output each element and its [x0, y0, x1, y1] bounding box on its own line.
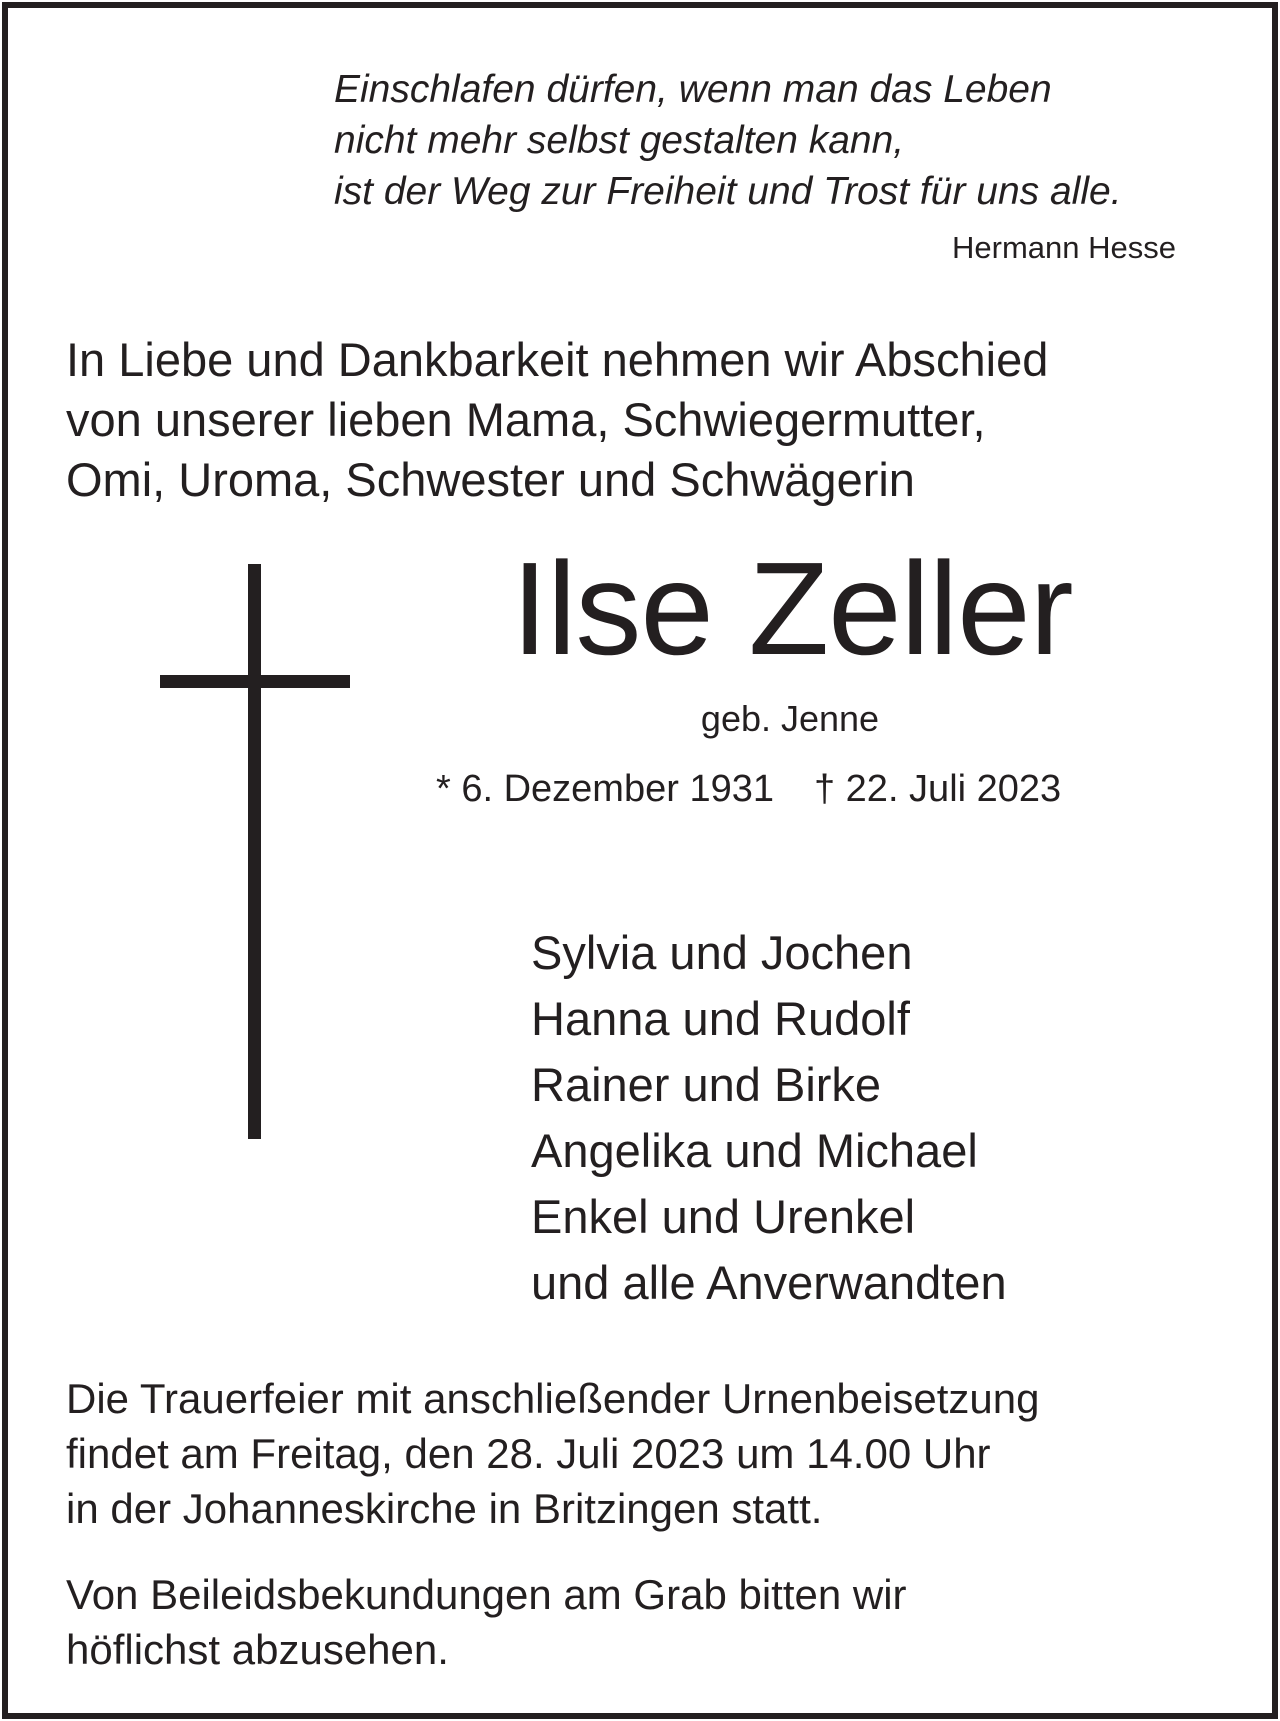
funeral-service-info — [66, 1371, 1040, 1536]
quote-author: Hermann Hesse — [952, 230, 1176, 265]
hesse-quote — [334, 64, 1122, 217]
quote-line: ist der Weg zur Freiheit und Trost für uns alle. — [334, 170, 1122, 213]
quote-line: nicht mehr selbst gestalten kann, — [334, 119, 905, 162]
birth-date: * 6. Dezember 1931 — [436, 768, 774, 810]
quote-line: Einschlafen dürfen, wenn man das Leben — [334, 68, 1052, 111]
mourner-line: und alle Anverwandten — [531, 1256, 1007, 1309]
intro-line: Omi, Uroma, Schwester und Schwägerin — [66, 453, 915, 506]
mourners-list — [531, 920, 1007, 1316]
service-line: in der Johanneskirche in Britzingen statt. — [66, 1485, 823, 1532]
maiden-name: geb. Jenne — [700, 698, 880, 739]
life-dates — [436, 766, 1061, 812]
intro-line: von unserer lieben Mama, Schwiegermutter, — [66, 393, 986, 446]
mourner-line: Angelika und Michael — [531, 1124, 978, 1177]
death-date: † 22. Juli 2023 — [813, 768, 1062, 810]
mourner-line: Rainer und Birke — [531, 1058, 882, 1111]
farewell-intro — [66, 330, 1048, 510]
service-line: Die Trauerfeier mit anschließender Urnenbeisetzung — [66, 1375, 1040, 1422]
condolence-line: Von Beileidsbekundungen am Grab bitten wir — [66, 1571, 907, 1618]
service-line: findet am Freitag, den 28. Juli 2023 um 14.00 Uhr — [66, 1430, 991, 1477]
condolence-note — [66, 1567, 907, 1677]
deceased-name: Ilse Zeller — [511, 535, 1073, 682]
mourner-line: Sylvia und Jochen — [531, 926, 913, 979]
condolence-line: höflichst abzusehen. — [66, 1626, 449, 1673]
mourner-line: Enkel und Urenkel — [531, 1190, 916, 1243]
mourner-line: Hanna und Rudolf — [531, 992, 910, 1045]
intro-line: In Liebe und Dankbarkeit nehmen wir Abschied — [66, 333, 1049, 386]
